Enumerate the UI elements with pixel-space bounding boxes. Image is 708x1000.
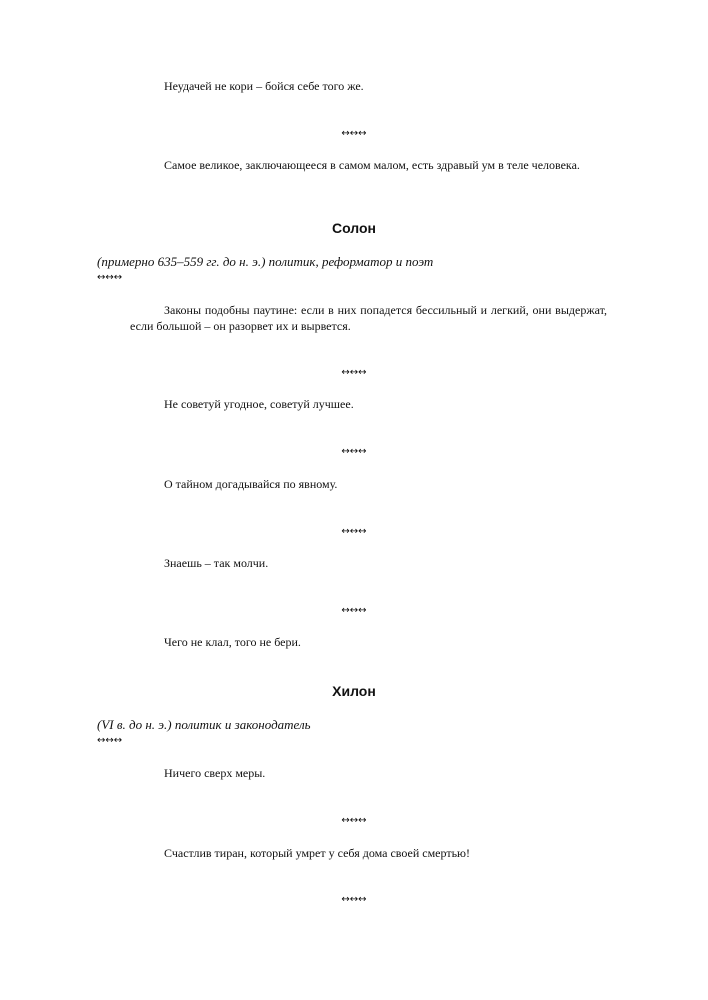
- separator-arrows: ↔↔↔: [341, 894, 367, 905]
- separator-arrows: ↔↔↔: [341, 367, 367, 378]
- quote-paragraph: О тайном догадывайся по явному.: [164, 477, 338, 491]
- separator-arrows: ↔↔↔: [341, 526, 367, 537]
- quote-paragraph: Законы подобны паутине: если в них попадется бессильный и легкий, они выдержат, если большой – он разорвет их и вырвется.: [130, 303, 607, 333]
- separator-arrows: ↔↔↔: [341, 815, 367, 826]
- separator-arrows: ↔↔↔: [97, 272, 123, 283]
- section-subtitle-chilon: (VI в. до н. э.) политик и законодатель: [97, 717, 311, 732]
- separator-arrows: ↔↔↔: [341, 128, 367, 139]
- section-heading-chilon: Хилон: [332, 683, 376, 699]
- quote-paragraph: Неудачей не кори – бойся себе того же.: [164, 79, 364, 93]
- quote-paragraph: Знаешь – так молчи.: [164, 556, 269, 570]
- section-heading-solon: Солон: [331, 220, 377, 236]
- section-subtitle-solon: (примерно 635–559 гг. до н. э.) политик, реформатор и поэт: [97, 254, 434, 269]
- separator-arrows: ↔↔↔: [341, 605, 367, 616]
- quote-paragraph: Не советуй угодное, советуй лучшее.: [164, 397, 354, 411]
- quote-paragraph: Ничего сверх меры.: [164, 766, 266, 780]
- quote-paragraph: Самое великое, заключающееся в самом малом, есть здравый ум в теле человека.: [164, 158, 580, 172]
- separator-arrows: ↔↔↔: [97, 735, 123, 746]
- quote-paragraph: Счастлив тиран, который умрет у себя дома своей смертью!: [164, 846, 471, 860]
- separator-arrows: ↔↔↔: [341, 446, 367, 457]
- quote-paragraph: Чего не клал, того не бери.: [164, 635, 301, 649]
